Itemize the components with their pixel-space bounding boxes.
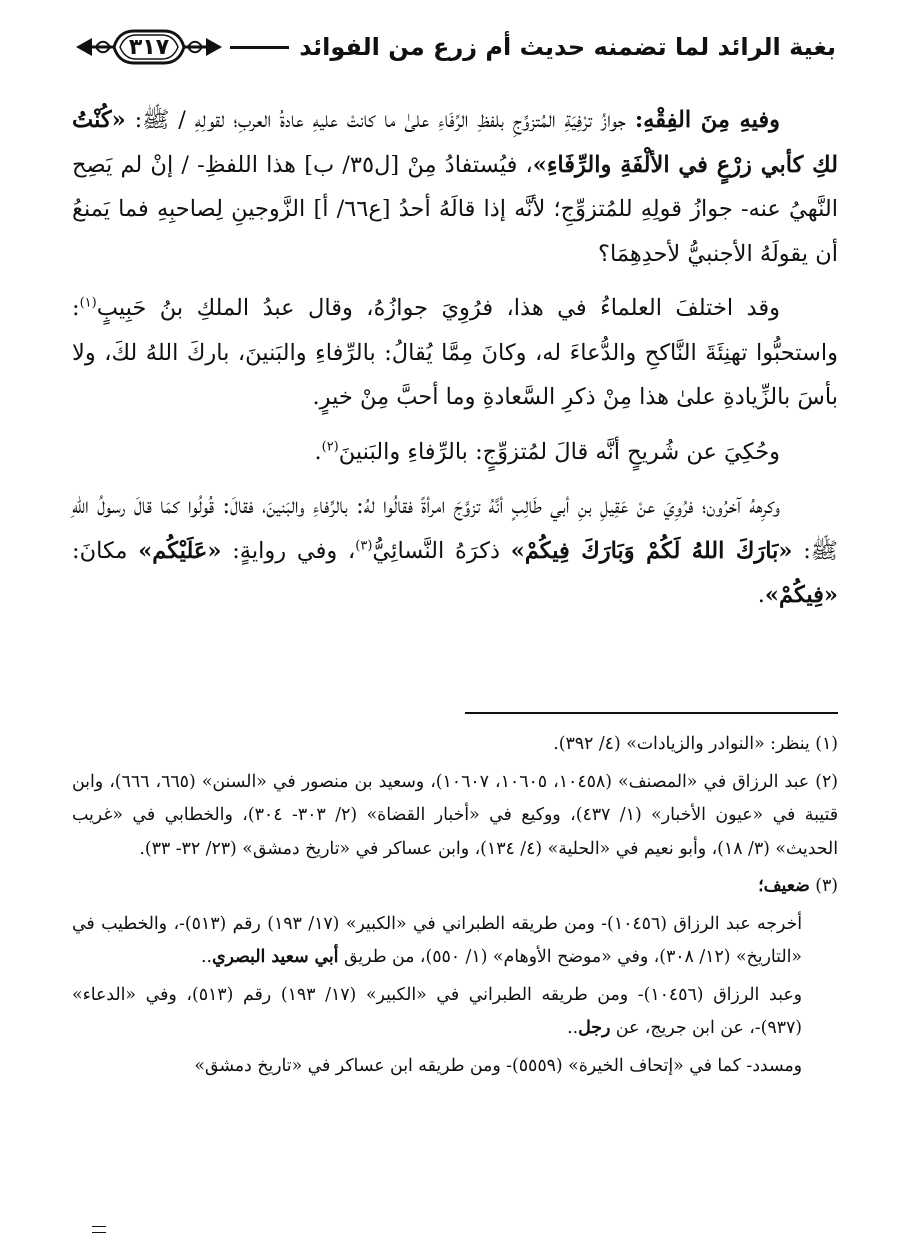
footnote-2: (٢) عبد الرزاق في «المصنف» (١٠٤٥٨، ١٠٦٠٥، ١٠٦٠٧)، وسعيد بن منصور في «السنن» (٦٦٥، ٦٦٦)، وابن قتيبة في «عيون الأخبار» (١/ ٤٣٧)، ووكيع في «أخبار القضاة» (٢/ ٣٠٣- ٣٠٤)، والخطابي في «غريب الحديث» (٣/ ١٨)، وأبو نعيم في «الحلية» (٤/ ١٣٤)، وابن عساكر في «تاريخ دمشق» (٢٣/ ٣٢- ٣٣). <box>72 771 838 859</box>
page-number-badge <box>74 27 224 67</box>
paragraph-2 <box>72 286 838 420</box>
continuation-mark <box>92 1226 106 1233</box>
footnote-ref[interactable]: (١) <box>79 295 97 311</box>
text-run: وحُكِيَ عن شُريحٍ أنَّه قالَ لمُتزوِّجٍ: بالرِّفاءِ والبَنينَ <box>338 438 780 465</box>
footnotes <box>72 728 838 1087</box>
footnote-ref[interactable]: (٣) <box>355 538 373 553</box>
text-run: .. <box>200 947 212 967</box>
footnote-1: (١) ينظر: «النوادر والزيادات» (٤/ ٣٩٢). <box>553 734 838 754</box>
lead-phrase: وفيهِ مِنَ الفِقْهِ: <box>634 107 780 133</box>
narrator-name: رجل <box>578 1018 611 1038</box>
text-run: الزَّوجينِ لِصاحبِهِ فما يَمنعُ أن يقولَهُ الأجنبيُّ لأحدِهِمَا؟ <box>72 196 838 267</box>
hadith-quote: «كُنْتُ لكِ كأبي زرْعٍ في الألْفَةِ والرِّفَاءِ» <box>72 107 838 178</box>
paragraph-1 <box>72 98 838 276</box>
text-run: وقد اختلفَ العلماءُ في هذا، فرُوِيَ جوازُهُ، وقال عبدُ الملكِ بنُ حَبِيبٍ <box>96 295 780 321</box>
page-number: ٣١٧ <box>128 34 170 60</box>
running-header <box>74 22 836 72</box>
hadith-quote: «فِيكُمْ» <box>764 582 838 608</box>
footnote-separator <box>465 712 838 714</box>
text-run: : واستحبُّوا تهنِئَةَ النَّاكحِ والدُّعاءَ له، وكانَ مِمَّا يُقالُ: بالرِّفاءِ والبَنينَ، باركَ اللهُ لكَ، ولا بأسَ بالزِّيادةِ علىٰ هذا مِنْ ذكرِ السَّعادةِ وما أحبَّ مِنْ خيرٍ. <box>72 295 838 410</box>
text-run: هذا اللفظِ- / إنْ لم يَصِح النَّهيُ عنه- جوازُ قولِهِ للمُتزوِّجِ؛ لأنَّه إذا قالَهُ أحدُ <box>72 151 838 222</box>
manuscript-folio-mark: [ع٦٦/ أ] <box>313 196 391 222</box>
main-text <box>72 98 838 628</box>
text-run: أخرجه عبد الرزاق (١٠٤٥٦)- ومن طريقه الطبراني في «الكبير» (١٧/ ١٩٣) رقم (٥١٣)-، والخطيب في «التاريخ» (١٢/ ٣٠٨)، وفي «موضح الأوهام» (١/ ٥٥٠)، من طريق <box>72 913 802 967</box>
text-run: وعبد الرزاق (١٠٤٥٦)- ومن طريقه الطبراني في «الكبير» (١٧/ ١٩٣) رقم (٥١٣)، وفي «الدعاء» (٩٣٧)-، عن ابن جريج، عن <box>72 984 802 1038</box>
manuscript-folio-mark: [ل٣٥/ ب] <box>304 151 400 178</box>
text-run: مكانَ: <box>72 537 139 564</box>
text-run: . <box>314 438 322 465</box>
text-run: ، وفي روايةٍ: <box>221 537 356 564</box>
footnote-3-heading <box>72 870 838 904</box>
text-run: .. <box>567 1018 579 1038</box>
text-run: ذكرَهُ النَّسائِيُّ <box>372 537 511 564</box>
running-title: بغية الرائد لما تضمنه حديث أم زرع من الفوائد <box>299 33 836 61</box>
grading-label: ضعيف؛ <box>758 876 810 896</box>
footnote-3-number: (٣) <box>815 876 838 896</box>
narrator-name: أبي سعيد البصري <box>211 947 339 967</box>
paragraph-3 <box>72 430 838 475</box>
footnote-3-part-a <box>72 908 838 975</box>
text-run: ، فيُستفادُ مِنْ <box>399 151 533 178</box>
paragraph-4 <box>72 484 838 618</box>
footnote-ref[interactable]: (٢) <box>321 439 339 454</box>
text-run: . <box>757 582 765 608</box>
hadith-quote: «عَلَيْكُم» <box>138 537 222 564</box>
footnote-3-part-b <box>72 979 838 1046</box>
text-run: وكرِههُ آخرُون؛ فرُوِيَ عنْ عَقِيلِ بنِ أبي طَالِبٍ أنَّهُ تزوَّجَ امرأةً فقالُوا لهُ: بالرِّفاءِ والبَنينَ، فقالَ: قُولُوا كمَا قالَ رسولُ اللهِ ﷺ: <box>72 493 838 564</box>
hadith-quote: «بَارَكَ اللهُ لَكُمْ وَبَارَكَ فِيكُمْ» <box>510 537 793 564</box>
header-rule <box>230 46 289 49</box>
text-run: جوازُ ترْفِيَةِ المُتزوِّجِ بلفظِ الرِّفَاءِ علىٰ ما كانتْ عليهِ عادةُ العربِ؛ لقولِهِ / ﷺ: <box>125 107 635 133</box>
footnote-3-part-c: ومسدد- كما في «إتحاف الخيرة» (٥٥٥٩)- ومن طريقه ابن عساكر في «تاريخ دمشق» <box>194 1055 802 1076</box>
